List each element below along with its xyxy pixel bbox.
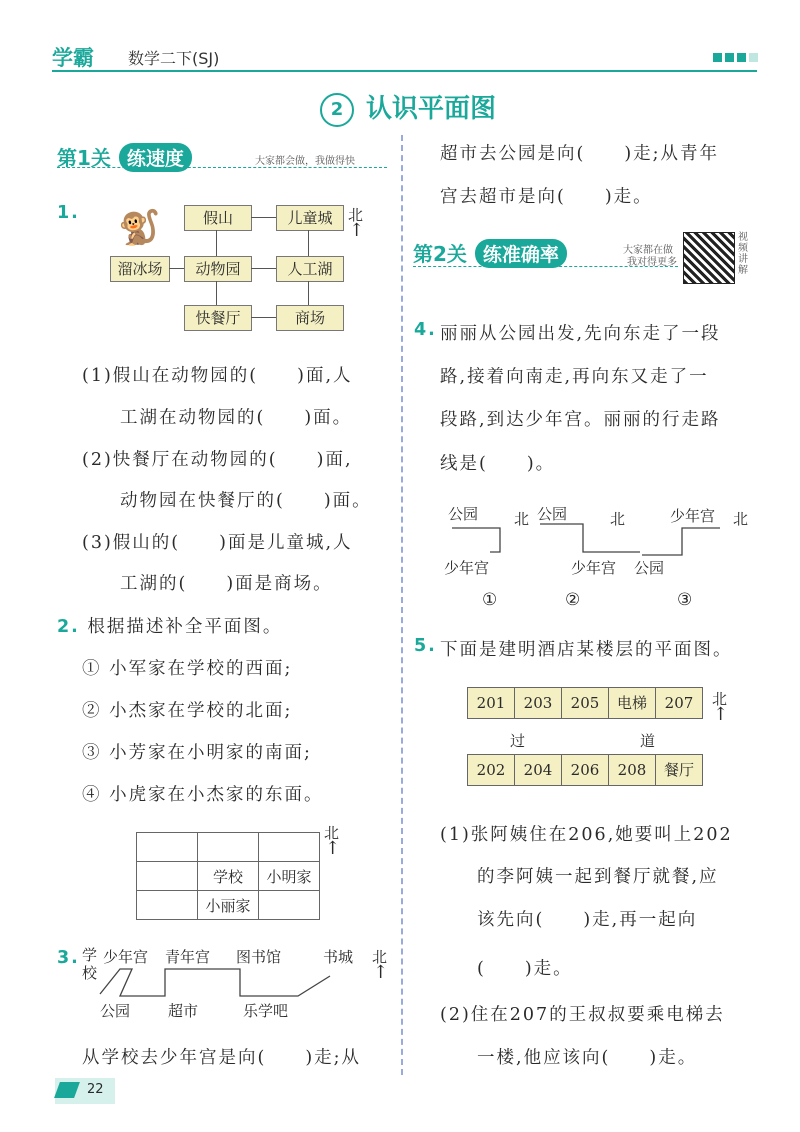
column-divider <box>401 135 403 1075</box>
grid-cell[interactable] <box>259 833 320 862</box>
north-label: 北 <box>348 206 364 224</box>
north-arrow-icon: ↑ <box>325 838 341 859</box>
place-shaoniangong: 少年宫 <box>103 948 149 966</box>
map-rengonghu: 人工湖 <box>276 256 344 282</box>
map-connector <box>251 217 276 218</box>
north-label: 北 <box>372 948 388 966</box>
qr-label: 视频讲解 <box>738 232 748 276</box>
north-label: 北 <box>733 510 749 528</box>
place-park: 公园 <box>100 1002 131 1020</box>
q2-text: 根据描述补全平面图。 <box>87 617 283 637</box>
grid-cell-xiaoming: 小明家 <box>259 862 320 891</box>
q1-sub3b: 工湖的( )面是商场。 <box>120 574 333 594</box>
map-jiashan: 假山 <box>184 205 252 231</box>
grid-cell[interactable] <box>198 833 259 862</box>
north-label: 北 <box>324 824 340 842</box>
q4-opt2-palace: 少年宫 <box>571 559 617 577</box>
q5-sub1: (1)张阿姨住在206,她要叫上202 <box>440 825 733 845</box>
north-label: 北 <box>514 510 530 528</box>
section-title: 认识平面图 <box>366 94 497 124</box>
place-supermarket: 超市 <box>168 1002 199 1020</box>
q3-number: 3. <box>57 948 80 968</box>
q4-line: 路,接着向南走,再向东又走了一 <box>440 367 709 387</box>
level2-label: 第2关 <box>413 242 467 266</box>
q1-number: 1. <box>57 203 80 223</box>
q4-option-1[interactable]: ① <box>482 590 498 610</box>
north-arrow-icon: ↑ <box>713 704 729 725</box>
q5-sub1: 的李阿姨一起到餐厅就餐,应 <box>477 867 719 887</box>
level2-motto: 大家都在做 <box>623 245 673 256</box>
map-connector <box>216 281 217 305</box>
logo: 学霸 <box>52 46 94 70</box>
q2-question <box>57 613 282 638</box>
level2-underline <box>413 266 678 267</box>
q3-line1: 从学校去少年宫是向( )走;从 <box>82 1048 362 1068</box>
q3-line2: 超市去公园是向( )走;从青年 <box>440 144 720 164</box>
q1-sub1b: 工湖在动物园的( )面。 <box>120 408 353 428</box>
map-connector <box>216 230 217 256</box>
place-bookcity: 书城 <box>323 948 354 966</box>
page-title <box>320 88 496 127</box>
page-number-tab <box>55 1078 115 1104</box>
q2-item: ② 小杰家在学校的北面; <box>82 701 293 721</box>
grid-cell[interactable] <box>259 891 320 920</box>
page-number: 22 <box>87 1082 104 1097</box>
q2-number: 2. <box>57 617 80 637</box>
grid-cell[interactable] <box>137 833 198 862</box>
grid-cell[interactable] <box>137 862 198 891</box>
level2-header <box>413 238 567 268</box>
q4-option-2[interactable]: ② <box>565 590 581 610</box>
qr-code[interactable] <box>683 232 735 284</box>
grid-cell[interactable] <box>137 891 198 920</box>
room-202: 202 <box>467 754 515 786</box>
map-connector <box>308 281 309 305</box>
q5-sub1: 该先向( )走,再一起向 <box>477 910 698 930</box>
q3-route <box>90 964 350 1004</box>
map-dongwuyuan: 动物园 <box>184 256 252 282</box>
decor-square <box>713 53 722 62</box>
q4-line: 线是( )。 <box>440 454 556 474</box>
place-library: 图书馆 <box>236 948 282 966</box>
q2-item: ① 小军家在学校的西面; <box>82 659 293 679</box>
grid-cell-school: 学校 <box>198 862 259 891</box>
q4-opt2-park: 公园 <box>537 505 568 523</box>
corridor-label: 道 <box>640 732 656 750</box>
q2-item: ④ 小虎家在小杰家的东面。 <box>82 785 324 805</box>
level2-motto: 我对得更多 <box>627 257 677 268</box>
section-number: 2 <box>320 93 354 127</box>
q4-number: 4. <box>414 320 437 340</box>
place-qingniangong: 青年宫 <box>165 948 211 966</box>
north-label: 北 <box>712 690 728 708</box>
place-lexueba: 乐学吧 <box>243 1002 289 1020</box>
q5-sub2: 一楼,他应该向( )走。 <box>477 1048 698 1068</box>
room-208: 208 <box>608 754 656 786</box>
q2-grid <box>136 832 320 920</box>
q3-line3: 宫去超市是向( )走。 <box>440 187 653 207</box>
map-liubingchang: 溜冰场 <box>110 256 170 282</box>
q5-number: 5. <box>414 636 437 656</box>
level1-underline <box>57 167 387 168</box>
q4-opt3-palace: 少年宫 <box>670 507 716 525</box>
q4-line: 段路,到达少年宫。丽丽的行走路 <box>440 410 721 430</box>
q5-text: 下面是建明酒店某楼层的平面图。 <box>440 640 733 660</box>
map-connector <box>308 230 309 256</box>
q4-opt1-palace: 少年宫 <box>444 559 490 577</box>
level1-tag: 练速度 <box>119 143 192 172</box>
room-restaurant: 餐厅 <box>655 754 703 786</box>
level1-label: 第1关 <box>57 146 111 170</box>
map-kuaicanting: 快餐厅 <box>184 305 252 331</box>
pencil-icon <box>54 1082 80 1098</box>
room-206: 206 <box>561 754 609 786</box>
monkey-icon: 🐒 <box>118 208 161 248</box>
q2-item: ③ 小芳家在小明家的南面; <box>82 743 312 763</box>
q1-sub3a: (3)假山的( )面是儿童城,人 <box>82 533 353 553</box>
q5-sub2: (2)住在207的王叔叔要乘电梯去 <box>440 1005 725 1025</box>
decor-square <box>737 53 746 62</box>
room-204: 204 <box>514 754 562 786</box>
q1-sub1a: (1)假山在动物园的( )面,人 <box>82 366 353 386</box>
map-connector <box>251 268 276 269</box>
place-school: 学校 <box>82 946 98 982</box>
room-205: 205 <box>561 687 609 719</box>
grid-cell-xiaoli: 小丽家 <box>198 891 259 920</box>
q1-sub2b: 动物园在快餐厅的( )面。 <box>120 491 372 511</box>
q4-option-3[interactable]: ③ <box>677 590 693 610</box>
q4-opt1-park: 公园 <box>448 505 479 523</box>
map-shangchang: 商场 <box>276 305 344 331</box>
decor-square <box>749 53 758 62</box>
room-203: 203 <box>514 687 562 719</box>
book-title: 数学二下(SJ) <box>128 49 220 68</box>
decor-square <box>725 53 734 62</box>
q1-sub2a: (2)快餐厅在动物园的( )面, <box>82 450 353 470</box>
map-ertongcheng: 儿童城 <box>276 205 344 231</box>
room-201: 201 <box>467 687 515 719</box>
corridor-label: 过 <box>510 732 526 750</box>
level2-tag: 练准确率 <box>475 239 567 268</box>
header-rule <box>52 70 757 72</box>
room-elevator: 电梯 <box>608 687 656 719</box>
map-connector <box>251 317 276 318</box>
level1-motto: 大家都会做，我做得快 <box>255 156 355 167</box>
north-arrow-icon: ↑ <box>349 220 365 241</box>
map-connector <box>169 268 184 269</box>
room-207: 207 <box>655 687 703 719</box>
q4-line: 丽丽从公园出发,先向东走了一段 <box>440 324 721 344</box>
q5-sub1: ( )走。 <box>477 959 573 979</box>
north-label: 北 <box>610 510 626 528</box>
q4-opt3-park: 公园 <box>634 559 665 577</box>
north-arrow-icon: ↑ <box>373 962 389 983</box>
